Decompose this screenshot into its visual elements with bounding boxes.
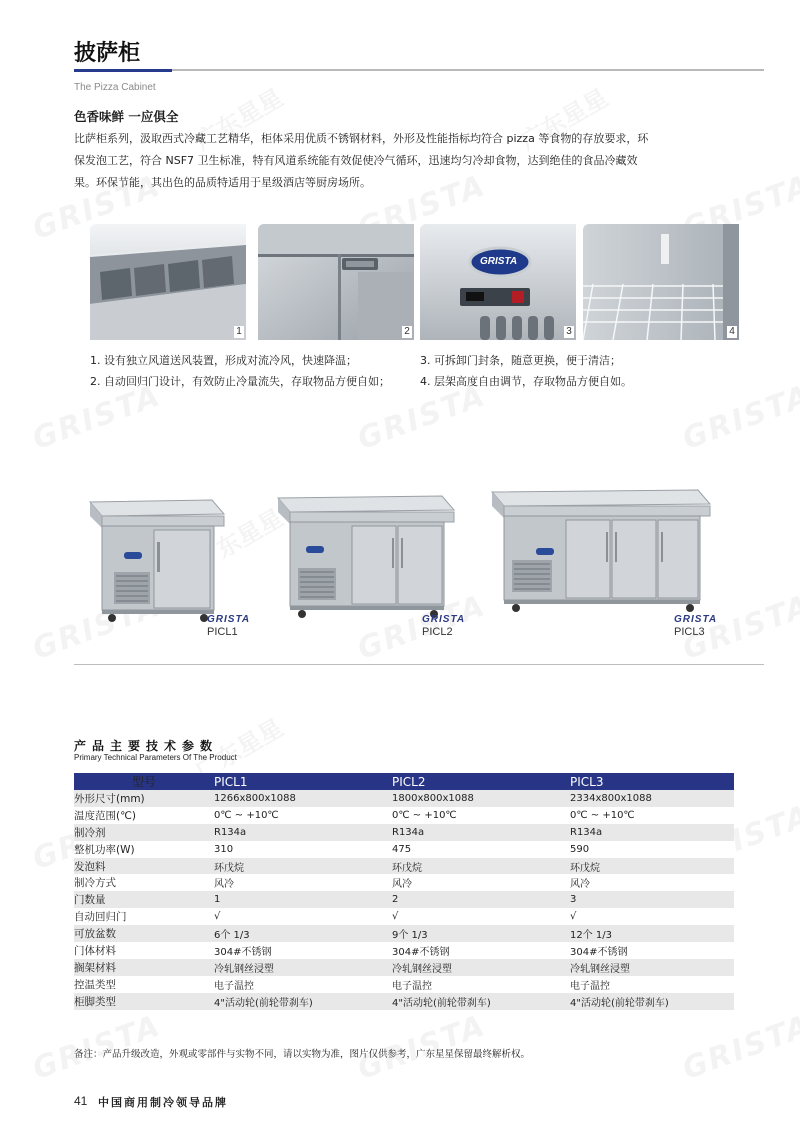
table-row-label: 搁架材料 xyxy=(74,959,214,976)
table-cell: 环戊烷 xyxy=(214,858,392,875)
table-row-label: 温度范围(℃) xyxy=(74,807,214,824)
table-cell: 4"活动轮(前轮带刹车) xyxy=(214,993,392,1010)
table-cell: 310 xyxy=(214,841,392,858)
table-cell: 风冷 xyxy=(570,874,734,891)
table-header-cell: 型号 xyxy=(74,773,214,790)
product-image-picl2 xyxy=(272,490,462,624)
table-cell: 环戊烷 xyxy=(392,858,570,875)
brand-logo: GRISTA xyxy=(207,614,251,625)
table-cell: 9个 1/3 xyxy=(392,925,570,942)
table-cell: 2334x800x1088 xyxy=(570,790,734,807)
table-cell: R134a xyxy=(570,824,734,841)
table-row xyxy=(74,824,734,841)
section-divider xyxy=(74,664,764,665)
table-row xyxy=(74,925,734,942)
photo-number: 1 xyxy=(234,326,244,338)
table-cell: 1800x800x1088 xyxy=(392,790,570,807)
product-model-label: PICL1 xyxy=(207,626,238,638)
table-row-label: 柜脚类型 xyxy=(74,993,214,1010)
spec-table xyxy=(74,773,734,1010)
table-cell: 475 xyxy=(392,841,570,858)
table-row xyxy=(74,841,734,858)
table-cell: 电子温控 xyxy=(392,976,570,993)
watermark-logo xyxy=(678,1008,800,1087)
table-cell: 冷轧钢丝浸塑 xyxy=(392,959,570,976)
watermark-logo xyxy=(353,378,491,457)
page-subtitle: The Pizza Cabinet xyxy=(74,82,156,93)
table-cell: 风冷 xyxy=(392,874,570,891)
table-row xyxy=(74,874,734,891)
table-row xyxy=(74,858,734,875)
table-cell: 电子温控 xyxy=(214,976,392,993)
table-cell: 1 xyxy=(214,891,392,908)
spec-subtitle: Primary Technical Parameters Of The Product xyxy=(74,753,237,762)
table-row-label: 整机功率(W) xyxy=(74,841,214,858)
door-hinge-photo xyxy=(258,224,414,340)
table-cell: √ xyxy=(570,908,734,925)
table-cell: 1266x800x1088 xyxy=(214,790,392,807)
table-cell: 590 xyxy=(570,841,734,858)
table-cell: 12个 1/3 xyxy=(570,925,734,942)
table-cell: 3 xyxy=(570,891,734,908)
table-row-label: 制冷方式 xyxy=(74,874,214,891)
table-cell: 304#不锈钢 xyxy=(392,942,570,959)
table-header-cell: PICL1 xyxy=(214,773,392,790)
table-row-label: 发泡料 xyxy=(74,858,214,875)
table-cell: 冷轧钢丝浸塑 xyxy=(214,959,392,976)
table-row xyxy=(74,891,734,908)
table-cell: 304#不锈钢 xyxy=(570,942,734,959)
table-cell: 6个 1/3 xyxy=(214,925,392,942)
table-row xyxy=(74,942,734,959)
footer-slogan: 中国商用制冷领导品牌 xyxy=(98,1096,228,1109)
brand-logo: GRISTA xyxy=(674,614,718,625)
table-header-cell: PICL3 xyxy=(570,773,734,790)
wire-shelf-photo xyxy=(583,224,739,340)
control-panel-photo xyxy=(420,224,576,340)
table-row-label: 制冷剂 xyxy=(74,824,214,841)
intro-paragraph: 比萨柜系列，汲取西式冷藏工艺精华，柜体采用优质不锈钢材料，外形及性能指标均符合 pizza 等食物的存放要求，环保发泡工艺，符合 NSF7 卫生标准，特有风道系统能有效促使冷气循环，迅速均匀冷却食物，达到绝佳的食品冷藏效果。环保节能，其出色的品质特适用于星级酒店等厨房场所。 xyxy=(74,132,649,189)
title-accent-bar xyxy=(74,69,172,72)
feature-item: 1. 设有独立风道送风装置，形成对流冷风，快速降温； xyxy=(90,354,357,367)
table-row-label: 外形尺寸(mm) xyxy=(74,790,214,807)
page-number: 41 xyxy=(74,1094,88,1108)
table-cell: 电子温控 xyxy=(570,976,734,993)
table-row xyxy=(74,908,734,925)
table-row xyxy=(74,993,734,1010)
photo-number: 2 xyxy=(402,326,412,338)
page-title: 披萨柜 xyxy=(74,41,141,66)
table-cell: 4"活动轮(前轮带刹车) xyxy=(392,993,570,1010)
table-cell: 4"活动轮(前轮带刹车) xyxy=(570,993,734,1010)
table-cell: R134a xyxy=(392,824,570,841)
table-row xyxy=(74,807,734,824)
table-cell: √ xyxy=(214,908,392,925)
product-model-label: PICL3 xyxy=(674,626,705,638)
product-image-picl1 xyxy=(84,494,234,628)
table-cell: 0℃ ~ +10℃ xyxy=(570,807,734,824)
table-row-label: 控温类型 xyxy=(74,976,214,993)
pan-tray-photo xyxy=(90,224,246,340)
watermark-logo xyxy=(28,378,166,457)
feature-item: 2. 自动回归门设计，有效防止冷量流失，存取物品方便自如； xyxy=(90,375,390,388)
table-row xyxy=(74,959,734,976)
table-cell: 风冷 xyxy=(214,874,392,891)
table-cell: 冷轧钢丝浸塑 xyxy=(570,959,734,976)
title-divider xyxy=(74,69,764,71)
product-image-picl3 xyxy=(486,484,718,618)
watermark-logo xyxy=(678,378,800,457)
spec-title: 产品主要技术参数 xyxy=(74,739,219,753)
table-cell: √ xyxy=(392,908,570,925)
table-row-label: 自动回归门 xyxy=(74,908,214,925)
table-row xyxy=(74,976,734,993)
table-row-label: 可放盆数 xyxy=(74,925,214,942)
slogan: 色香味鲜 一应俱全 xyxy=(74,109,179,124)
table-cell: 环戊烷 xyxy=(570,858,734,875)
photo-number: 3 xyxy=(564,326,574,338)
table-cell: 2 xyxy=(392,891,570,908)
brand-logo: GRISTA xyxy=(480,256,518,267)
table-row xyxy=(74,790,734,807)
table-row-label: 门体材料 xyxy=(74,942,214,959)
feature-item: 3. 可拆卸门封条，随意更换，便于清洁； xyxy=(420,354,621,367)
product-model-label: PICL2 xyxy=(422,626,453,638)
photo-number: 4 xyxy=(727,326,737,338)
feature-item: 4. 层架高度自由调节，存取物品方便自如。 xyxy=(420,375,632,388)
table-cell: 304#不锈钢 xyxy=(214,942,392,959)
table-cell: R134a xyxy=(214,824,392,841)
table-cell: 0℃ ~ +10℃ xyxy=(214,807,392,824)
brand-logo: GRISTA xyxy=(422,614,466,625)
table-cell: 0℃ ~ +10℃ xyxy=(392,807,570,824)
table-header-row xyxy=(74,773,734,790)
table-header-cell: PICL2 xyxy=(392,773,570,790)
table-row-label: 门数量 xyxy=(74,891,214,908)
disclaimer-note: 备注：产品升级改造，外观或零部件与实物不同，请以实物为准，图片仅供参考，广东星星保留最终解析权。 xyxy=(74,1049,531,1060)
